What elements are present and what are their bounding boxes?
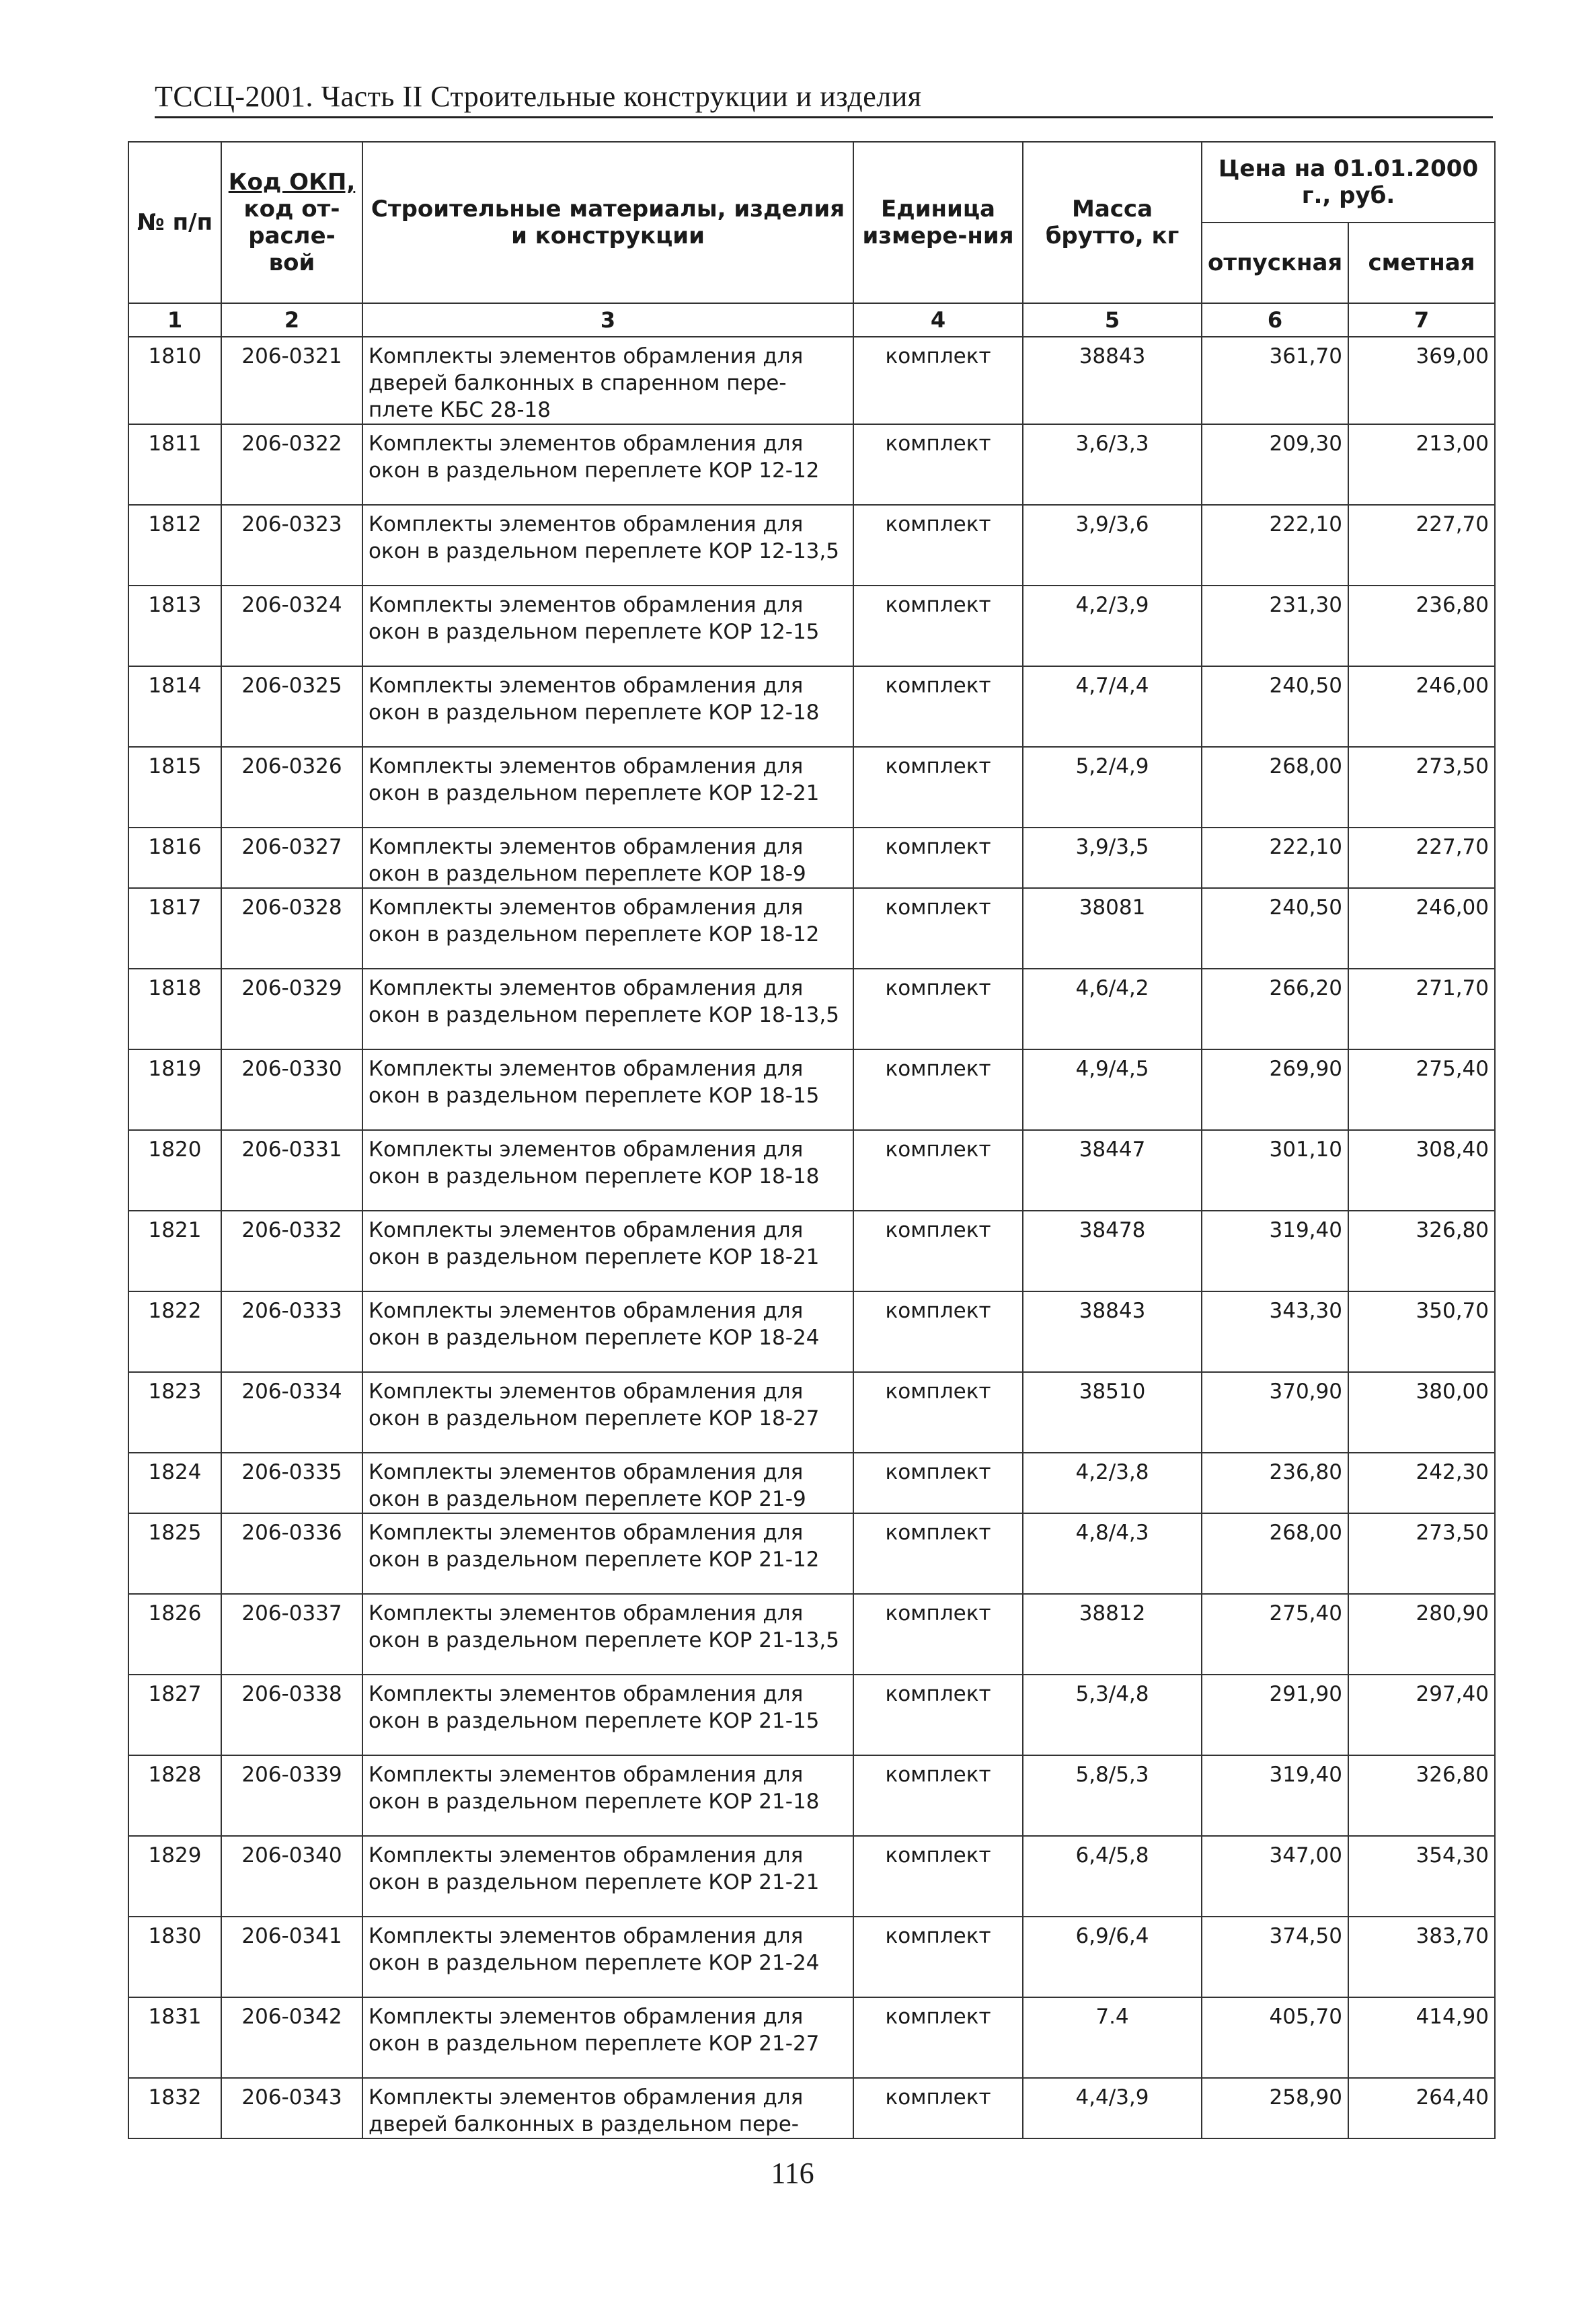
row-code: 206-0327 — [221, 828, 362, 888]
row-number: 1824 — [128, 1453, 221, 1513]
row-mass: 5,3/4,8 — [1023, 1675, 1202, 1755]
row-name: Комплекты элементов обрамления для окон в раздельном переплете КОР 18-12 — [362, 888, 853, 969]
table-row — [128, 1917, 1495, 1997]
row-unit: комплект — [853, 1372, 1023, 1453]
row-number: 1815 — [128, 747, 221, 828]
row-price-release: 370,90 — [1202, 1372, 1348, 1453]
col-header-num: № п/п — [128, 142, 221, 303]
table-row — [128, 2078, 1495, 2138]
col-header-unit: Единица измере-ния — [853, 142, 1023, 303]
row-price-estimate: 354,30 — [1348, 1836, 1495, 1917]
row-price-estimate: 246,00 — [1348, 888, 1495, 969]
row-name: Комплекты элементов обрамления для окон в раздельном переплете КОР 12-21 — [362, 747, 853, 828]
row-code: 206-0338 — [221, 1675, 362, 1755]
row-mass: 38843 — [1023, 337, 1202, 424]
row-name: Комплекты элементов обрамления для окон в раздельном переплете КОР 18-21 — [362, 1211, 853, 1291]
header-row — [128, 142, 1495, 223]
row-price-release: 361,70 — [1202, 337, 1348, 424]
row-code: 206-0321 — [221, 337, 362, 424]
row-number: 1817 — [128, 888, 221, 969]
row-code: 206-0333 — [221, 1291, 362, 1372]
col-header-price-group: Цена на 01.01.2000 г., руб. — [1202, 142, 1495, 223]
document-header: ТССЦ-2001. Часть II Строительные конструкции и изделия — [155, 79, 1493, 118]
row-name: Комплекты элементов обрамления для окон в раздельном переплете КОР 21-9 — [362, 1453, 853, 1513]
row-name: Комплекты элементов обрамления для дверей балконных в раздельном пере- — [362, 2078, 853, 2138]
row-number: 1825 — [128, 1513, 221, 1594]
table-row — [128, 1836, 1495, 1917]
row-number: 1813 — [128, 586, 221, 666]
row-number: 1823 — [128, 1372, 221, 1453]
row-number: 1828 — [128, 1755, 221, 1836]
row-code: 206-0340 — [221, 1836, 362, 1917]
row-price-release: 343,30 — [1202, 1291, 1348, 1372]
row-price-release: 275,40 — [1202, 1594, 1348, 1675]
table-row — [128, 505, 1495, 586]
row-price-release: 291,90 — [1202, 1675, 1348, 1755]
row-code: 206-0343 — [221, 2078, 362, 2138]
col-header-code — [221, 142, 362, 303]
row-code: 206-0334 — [221, 1372, 362, 1453]
column-number: 5 — [1023, 303, 1202, 337]
column-number: 7 — [1348, 303, 1495, 337]
row-price-estimate: 383,70 — [1348, 1917, 1495, 1997]
row-unit: комплект — [853, 828, 1023, 888]
row-unit: комплект — [853, 337, 1023, 424]
column-number: 2 — [221, 303, 362, 337]
row-mass: 4,2/3,9 — [1023, 586, 1202, 666]
row-code: 206-0330 — [221, 1049, 362, 1130]
row-name: Комплекты элементов обрамления для окон в раздельном переплете КОР 18-27 — [362, 1372, 853, 1453]
row-unit: комплект — [853, 1453, 1023, 1513]
row-code: 206-0325 — [221, 666, 362, 747]
row-number: 1822 — [128, 1291, 221, 1372]
row-price-release: 319,40 — [1202, 1211, 1348, 1291]
column-number: 1 — [128, 303, 221, 337]
row-number: 1832 — [128, 2078, 221, 2138]
row-price-release: 231,30 — [1202, 586, 1348, 666]
row-code: 206-0335 — [221, 1453, 362, 1513]
row-price-estimate: 308,40 — [1348, 1130, 1495, 1211]
row-mass: 6,9/6,4 — [1023, 1917, 1202, 1997]
row-mass: 3,9/3,5 — [1023, 828, 1202, 888]
table-row — [128, 969, 1495, 1049]
row-code: 206-0324 — [221, 586, 362, 666]
row-unit: комплект — [853, 969, 1023, 1049]
row-number: 1831 — [128, 1997, 221, 2078]
row-code: 206-0339 — [221, 1755, 362, 1836]
row-unit: комплект — [853, 424, 1023, 505]
column-number: 3 — [362, 303, 853, 337]
row-unit: комплект — [853, 1291, 1023, 1372]
row-mass: 4,2/3,8 — [1023, 1453, 1202, 1513]
row-price-release: 268,00 — [1202, 747, 1348, 828]
table-row — [128, 1594, 1495, 1675]
row-unit: комплект — [853, 888, 1023, 969]
row-number: 1818 — [128, 969, 221, 1049]
row-unit: комплект — [853, 1917, 1023, 1997]
row-unit: комплект — [853, 1675, 1023, 1755]
row-price-estimate: 275,40 — [1348, 1049, 1495, 1130]
row-name: Комплекты элементов обрамления для окон в раздельном переплете КОР 21-13,5 — [362, 1594, 853, 1675]
row-price-estimate: 213,00 — [1348, 424, 1495, 505]
row-price-estimate: 264,40 — [1348, 2078, 1495, 2138]
row-price-estimate: 350,70 — [1348, 1291, 1495, 1372]
row-price-estimate: 227,70 — [1348, 505, 1495, 586]
row-number: 1820 — [128, 1130, 221, 1211]
row-price-release: 301,10 — [1202, 1130, 1348, 1211]
col-header-name: Строительные материалы, изделия и конструкции — [362, 142, 853, 303]
col-header-price-release: отпускная — [1202, 223, 1348, 303]
row-unit: комплект — [853, 1997, 1023, 2078]
row-unit: комплект — [853, 1130, 1023, 1211]
row-name: Комплекты элементов обрамления для окон в раздельном переплете КОР 12-13,5 — [362, 505, 853, 586]
row-mass: 4,9/4,5 — [1023, 1049, 1202, 1130]
row-number: 1826 — [128, 1594, 221, 1675]
row-price-estimate: 326,80 — [1348, 1211, 1495, 1291]
row-price-estimate: 271,70 — [1348, 969, 1495, 1049]
row-name: Комплекты элементов обрамления для окон в раздельном переплете КОР 21-27 — [362, 1997, 853, 2078]
row-price-release: 405,70 — [1202, 1997, 1348, 2078]
row-name: Комплекты элементов обрамления для окон в раздельном переплете КОР 18-13,5 — [362, 969, 853, 1049]
row-number: 1827 — [128, 1675, 221, 1755]
row-unit: комплект — [853, 505, 1023, 586]
page-number: 116 — [771, 2157, 814, 2190]
row-unit: комплект — [853, 666, 1023, 747]
row-price-estimate: 414,90 — [1348, 1997, 1495, 2078]
table-row — [128, 1513, 1495, 1594]
row-price-release: 240,50 — [1202, 888, 1348, 969]
row-unit: комплект — [853, 1211, 1023, 1291]
row-price-release: 266,20 — [1202, 969, 1348, 1049]
col-header-price-estimate: сметная — [1348, 223, 1495, 303]
row-name: Комплекты элементов обрамления для окон в раздельном переплете КОР 21-15 — [362, 1675, 853, 1755]
row-name: Комплекты элементов обрамления для окон в раздельном переплете КОР 18-15 — [362, 1049, 853, 1130]
row-unit: комплект — [853, 1049, 1023, 1130]
row-price-estimate: 326,80 — [1348, 1755, 1495, 1836]
col-header-code-okp: Код ОКП, — [228, 169, 356, 196]
row-price-estimate: 280,90 — [1348, 1594, 1495, 1675]
row-mass: 4,8/4,3 — [1023, 1513, 1202, 1594]
row-code: 206-0341 — [221, 1917, 362, 1997]
table-row — [128, 424, 1495, 505]
row-mass: 38447 — [1023, 1130, 1202, 1211]
row-code: 206-0337 — [221, 1594, 362, 1675]
row-price-estimate: 227,70 — [1348, 828, 1495, 888]
row-code: 206-0323 — [221, 505, 362, 586]
row-mass: 38510 — [1023, 1372, 1202, 1453]
row-name: Комплекты элементов обрамления для окон в раздельном переплете КОР 21-21 — [362, 1836, 853, 1917]
row-unit: комплект — [853, 747, 1023, 828]
row-mass: 38812 — [1023, 1594, 1202, 1675]
row-number: 1821 — [128, 1211, 221, 1291]
row-mass: 4,4/3,9 — [1023, 2078, 1202, 2138]
row-number: 1819 — [128, 1049, 221, 1130]
table-row — [128, 1997, 1495, 2078]
table-row — [128, 1372, 1495, 1453]
row-unit: комплект — [853, 1755, 1023, 1836]
row-name: Комплекты элементов обрамления для окон в раздельном переплете КОР 18-9 — [362, 828, 853, 888]
table-row — [128, 1211, 1495, 1291]
column-number: 4 — [853, 303, 1023, 337]
row-name: Комплекты элементов обрамления для окон в раздельном переплете КОР 12-12 — [362, 424, 853, 505]
row-name: Комплекты элементов обрамления для окон в раздельном переплете КОР 18-24 — [362, 1291, 853, 1372]
row-price-release: 240,50 — [1202, 666, 1348, 747]
row-price-estimate: 236,80 — [1348, 586, 1495, 666]
row-name: Комплекты элементов обрамления для окон в раздельном переплете КОР 12-18 — [362, 666, 853, 747]
row-unit: комплект — [853, 586, 1023, 666]
table-row — [128, 828, 1495, 888]
column-number-row — [128, 303, 1495, 337]
table-row — [128, 888, 1495, 969]
row-price-release: 236,80 — [1202, 1453, 1348, 1513]
price-table — [128, 141, 1496, 2139]
row-code: 206-0326 — [221, 747, 362, 828]
row-price-release: 269,90 — [1202, 1049, 1348, 1130]
row-code: 206-0328 — [221, 888, 362, 969]
row-unit: комплект — [853, 1513, 1023, 1594]
row-price-estimate: 273,50 — [1348, 1513, 1495, 1594]
row-mass: 38478 — [1023, 1211, 1202, 1291]
row-mass: 4,6/4,2 — [1023, 969, 1202, 1049]
row-name: Комплекты элементов обрамления для окон в раздельном переплете КОР 21-18 — [362, 1755, 853, 1836]
table-row — [128, 666, 1495, 747]
row-code: 206-0332 — [221, 1211, 362, 1291]
row-number: 1829 — [128, 1836, 221, 1917]
row-name: Комплекты элементов обрамления для окон в раздельном переплете КОР 21-24 — [362, 1917, 853, 1997]
row-price-estimate: 246,00 — [1348, 666, 1495, 747]
row-unit: комплект — [853, 1594, 1023, 1675]
row-price-release: 222,10 — [1202, 505, 1348, 586]
row-price-estimate: 297,40 — [1348, 1675, 1495, 1755]
table-body — [128, 337, 1495, 2138]
table-row — [128, 1453, 1495, 1513]
table-row — [128, 1291, 1495, 1372]
row-mass: 6,4/5,8 — [1023, 1836, 1202, 1917]
row-name: Комплекты элементов обрамления для окон в раздельном переплете КОР 12-15 — [362, 586, 853, 666]
row-name: Комплекты элементов обрамления для окон в раздельном переплете КОР 21-12 — [362, 1513, 853, 1594]
row-mass: 38843 — [1023, 1291, 1202, 1372]
row-number: 1816 — [128, 828, 221, 888]
row-mass: 5,2/4,9 — [1023, 747, 1202, 828]
row-code: 206-0342 — [221, 1997, 362, 2078]
row-number: 1830 — [128, 1917, 221, 1997]
row-mass: 3,6/3,3 — [1023, 424, 1202, 505]
row-name: Комплекты элементов обрамления для дверей балконных в спаренном пере-плете КБС 28-18 — [362, 337, 853, 424]
row-number: 1812 — [128, 505, 221, 586]
row-price-estimate: 369,00 — [1348, 337, 1495, 424]
row-number: 1814 — [128, 666, 221, 747]
row-code: 206-0336 — [221, 1513, 362, 1594]
table-row — [128, 747, 1495, 828]
row-mass: 5,8/5,3 — [1023, 1755, 1202, 1836]
table-row — [128, 586, 1495, 666]
row-unit: комплект — [853, 1836, 1023, 1917]
row-price-estimate: 273,50 — [1348, 747, 1495, 828]
table-row — [128, 337, 1495, 424]
col-header-mass: Масса брутто, кг — [1023, 142, 1202, 303]
row-mass: 3,9/3,6 — [1023, 505, 1202, 586]
column-number: 6 — [1202, 303, 1348, 337]
row-code: 206-0331 — [221, 1130, 362, 1211]
row-mass: 7.4 — [1023, 1997, 1202, 2078]
table-row — [128, 1130, 1495, 1211]
row-unit: комплект — [853, 2078, 1023, 2138]
table-row — [128, 1755, 1495, 1836]
row-price-release: 374,50 — [1202, 1917, 1348, 1997]
table-row — [128, 1675, 1495, 1755]
col-header-code-branch: код от-расле-вой — [243, 196, 340, 276]
row-number: 1811 — [128, 424, 221, 505]
row-price-release: 209,30 — [1202, 424, 1348, 505]
row-name: Комплекты элементов обрамления для окон в раздельном переплете КОР 18-18 — [362, 1130, 853, 1211]
row-number: 1810 — [128, 337, 221, 424]
row-code: 206-0329 — [221, 969, 362, 1049]
row-price-release: 258,90 — [1202, 2078, 1348, 2138]
row-code: 206-0322 — [221, 424, 362, 505]
row-mass: 38081 — [1023, 888, 1202, 969]
row-price-estimate: 242,30 — [1348, 1453, 1495, 1513]
row-price-estimate: 380,00 — [1348, 1372, 1495, 1453]
row-price-release: 222,10 — [1202, 828, 1348, 888]
row-price-release: 319,40 — [1202, 1755, 1348, 1836]
row-price-release: 347,00 — [1202, 1836, 1348, 1917]
table-row — [128, 1049, 1495, 1130]
row-mass: 4,7/4,4 — [1023, 666, 1202, 747]
row-price-release: 268,00 — [1202, 1513, 1348, 1594]
